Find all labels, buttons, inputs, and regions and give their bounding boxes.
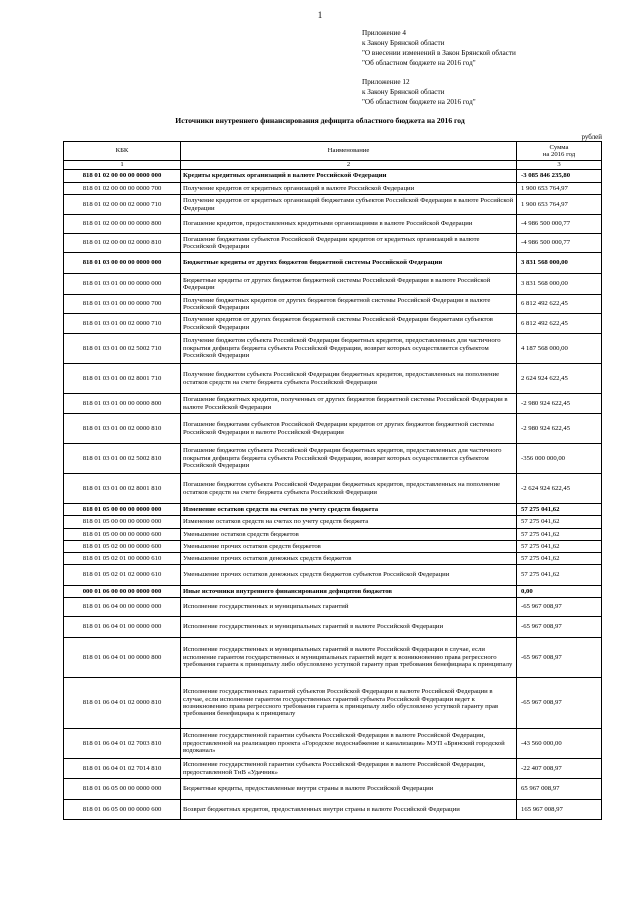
table-row bbox=[64, 586, 602, 598]
amount-cell: 6 812 492 622,45 bbox=[517, 295, 602, 314]
header-num: 3 bbox=[517, 161, 602, 170]
name-cell: Погашение бюджетных кредитов, полученных от других бюджетов бюджетной системы Российской Федерации в валюте Российской Федерации bbox=[181, 394, 517, 414]
appendix-line: Приложение 4 bbox=[362, 29, 406, 37]
kbk-cell: 818 01 06 04 01 02 7003 810 bbox=[64, 729, 181, 759]
kbk-cell: 818 01 03 01 00 02 5002 710 bbox=[64, 334, 181, 364]
table-row bbox=[64, 314, 602, 334]
name-cell: Исполнение государственной гарантии субъекта Российской Федерации в валюте Российской Федерации, предоставленной ТнВ «Удачник» bbox=[181, 759, 517, 779]
name-cell: Получение бюджетом субъекта Российской Федерации бюджетных кредитов, предоставленных на пополнение остатков средств на счете бюджета субъекта Российской Федерации bbox=[181, 364, 517, 394]
kbk-cell: 818 01 06 05 00 00 0000 600 bbox=[64, 800, 181, 820]
kbk-cell: 818 01 05 02 01 00 0000 610 bbox=[64, 553, 181, 565]
amount-cell: 2 624 924 622,45 bbox=[517, 364, 602, 394]
table-row bbox=[64, 195, 602, 215]
amount-cell: 57 275 041,62 bbox=[517, 541, 602, 553]
table-row bbox=[64, 394, 602, 414]
amount-cell: 0,00 bbox=[517, 586, 602, 598]
name-cell: Исполнение государственных гарантий субъектов Российской Федерации в валюте Российской Федерации в случае, если исполнение гарантом государственных гарантий субъекта Российской Федерации ведет к возникновению права регрессного требования гаранта к принципалу либо обусловлено уступкой гаранту прав требования бенефициара к принципалу bbox=[181, 678, 517, 729]
amount-cell: -4 986 500 000,77 bbox=[517, 215, 602, 234]
amount-cell: -2 624 924 622,45 bbox=[517, 474, 602, 504]
table-row bbox=[64, 729, 602, 759]
appendix-line: к Закону Брянской области bbox=[362, 88, 445, 96]
name-cell: Уменьшение остатков средств бюджетов bbox=[181, 529, 517, 541]
amount-cell: 3 831 568 000,00 bbox=[517, 253, 602, 274]
table-row bbox=[64, 800, 602, 820]
kbk-cell: 818 01 05 02 01 02 0000 610 bbox=[64, 565, 181, 586]
amount-cell: 57 275 041,62 bbox=[517, 516, 602, 529]
header-name: Наименование bbox=[181, 142, 517, 161]
header-sum-line: на 2016 год bbox=[542, 151, 576, 158]
kbk-cell: 818 01 03 01 00 00 0000 700 bbox=[64, 295, 181, 314]
table-row bbox=[64, 364, 602, 394]
financing-sources-table bbox=[63, 141, 602, 820]
name-cell: Погашение бюджетом субъекта Российской Федерации бюджетных кредитов, предоставленных на пополнение остатков средств на счете бюджета субъекта Российской Федерации bbox=[181, 474, 517, 504]
name-cell: Исполнение государственных и муниципальных гарантий в валюте Российской Федерации в случае, если исполнение гарантом государственных и муниципальных гарантий ведет к возникновению права регрессного требования гаранта к принципалу либо обусловлено уступкой гаранту прав требования бенефициара к принципалу bbox=[181, 638, 517, 678]
name-cell: Бюджетные кредиты от других бюджетов бюджетной системы Российской Федерации в валюте Российской Федерации bbox=[181, 274, 517, 295]
amount-cell: 1 900 653 764,97 bbox=[517, 183, 602, 195]
kbk-cell: 818 01 03 01 00 00 0000 000 bbox=[64, 274, 181, 295]
table-row bbox=[64, 183, 602, 195]
appendix-line: Приложение 12 bbox=[362, 78, 410, 86]
name-cell: Кредиты кредитных организаций в валюте Российской Федерации bbox=[181, 170, 517, 183]
name-cell: Получение бюджетных кредитов от других бюджетов бюджетной системы Российской Федерации в валюте Российской Федерации bbox=[181, 295, 517, 314]
amount-cell: -65 967 008,97 bbox=[517, 617, 602, 638]
amount-cell: -3 085 846 235,80 bbox=[517, 170, 602, 183]
appendix-block-2 bbox=[362, 77, 476, 107]
table-row bbox=[64, 444, 602, 474]
header-sum bbox=[517, 142, 602, 161]
amount-cell: -2 980 924 622,45 bbox=[517, 394, 602, 414]
document-title: Источники внутреннего финансирования дефицита областного бюджета на 2016 год bbox=[175, 116, 465, 125]
name-cell: Получение кредитов от других бюджетов бюджетной системы Российской Федерации бюджетами субъектов Российской Федерации bbox=[181, 314, 517, 334]
header-kbk: КБК bbox=[64, 142, 181, 161]
name-cell: Изменение остатков средств на счетах по учету средств бюджета bbox=[181, 516, 517, 529]
amount-cell: -2 980 924 622,45 bbox=[517, 414, 602, 444]
kbk-cell: 818 01 03 01 00 00 0000 800 bbox=[64, 394, 181, 414]
amount-cell: 165 967 008,97 bbox=[517, 800, 602, 820]
amount-cell: -65 967 008,97 bbox=[517, 678, 602, 729]
amount-cell: 3 831 568 000,00 bbox=[517, 274, 602, 295]
name-cell: Получение кредитов от кредитных организаций бюджетами субъектов Российской Федерации в валюте Российской Федерации bbox=[181, 195, 517, 215]
appendix-line: "Об областном бюджете на 2016 год" bbox=[362, 98, 476, 106]
amount-cell: 57 275 041,62 bbox=[517, 553, 602, 565]
name-cell: Погашение бюджетами субъектов Российской Федерации кредитов от других бюджетов бюджетной системы Российской Федерации в валюте Российской Федерации bbox=[181, 414, 517, 444]
table-row bbox=[64, 541, 602, 553]
kbk-cell: 818 01 03 00 00 00 0000 000 bbox=[64, 253, 181, 274]
name-cell: Возврат бюджетных кредитов, предоставленных внутри страны в валюте Российской Федерации bbox=[181, 800, 517, 820]
kbk-cell: 818 01 02 00 00 00 0000 800 bbox=[64, 215, 181, 234]
kbk-cell: 818 01 06 04 01 00 0000 800 bbox=[64, 638, 181, 678]
table-row bbox=[64, 474, 602, 504]
amount-cell: 4 187 568 000,00 bbox=[517, 334, 602, 364]
table-row bbox=[64, 638, 602, 678]
amount-cell: -65 967 008,97 bbox=[517, 598, 602, 617]
amount-cell: 57 275 041,62 bbox=[517, 565, 602, 586]
name-cell: Уменьшение прочих остатков денежных средств бюджетов bbox=[181, 553, 517, 565]
table-row bbox=[64, 504, 602, 516]
table-row bbox=[64, 617, 602, 638]
table-body bbox=[64, 170, 602, 820]
header-sum-line: Сумма bbox=[549, 143, 569, 151]
amount-cell: -356 000 000,00 bbox=[517, 444, 602, 474]
table-row bbox=[64, 414, 602, 444]
kbk-cell: 818 01 03 01 00 02 5002 810 bbox=[64, 444, 181, 474]
kbk-cell: 818 01 06 04 01 02 0000 810 bbox=[64, 678, 181, 729]
table-row bbox=[64, 678, 602, 729]
header-num: 2 bbox=[181, 161, 517, 170]
kbk-cell: 818 01 03 01 00 02 8001 710 bbox=[64, 364, 181, 394]
table-row bbox=[64, 759, 602, 779]
kbk-cell: 818 01 05 00 00 00 0000 000 bbox=[64, 504, 181, 516]
table-row bbox=[64, 516, 602, 529]
kbk-cell: 818 01 05 00 00 00 0000 600 bbox=[64, 529, 181, 541]
name-cell: Изменение остатков средств на счетах по учету средств бюджета bbox=[181, 504, 517, 516]
name-cell: Бюджетные кредиты, предоставленные внутри страны в валюте Российской Федерации bbox=[181, 779, 517, 800]
table-row bbox=[64, 598, 602, 617]
name-cell: Погашение бюджетами субъектов Российской Федерации кредитов от кредитных организаций в валюте Российской Федерации bbox=[181, 234, 517, 253]
amount-cell: 65 967 008,97 bbox=[517, 779, 602, 800]
name-cell: Погашение бюджетом субъекта Российской Федерации бюджетных кредитов, предоставленных для частичного покрытия дефицита бюджета субъекта Российской Федерации, возврат которых осуществляется субъектом Российской Федерации bbox=[181, 444, 517, 474]
amount-cell: -43 560 000,00 bbox=[517, 729, 602, 759]
appendix-line: "Об областном бюджете на 2016 год" bbox=[362, 59, 476, 67]
table-row bbox=[64, 215, 602, 234]
table-row bbox=[64, 170, 602, 183]
kbk-cell: 818 01 06 05 00 00 0000 000 bbox=[64, 779, 181, 800]
amount-cell: 1 900 653 764,97 bbox=[517, 195, 602, 215]
appendix-line: к Закону Брянской области bbox=[362, 39, 445, 47]
kbk-cell: 818 01 06 04 01 00 0000 000 bbox=[64, 617, 181, 638]
name-cell: Исполнение государственной гарантии субъекта Российской Федерации в валюте Российской Федерации, предоставленной на реализацию проекта «Городское водоснабжение и канализация» МУП «Брянский городской водоканал» bbox=[181, 729, 517, 759]
table-row bbox=[64, 529, 602, 541]
kbk-cell: 818 01 06 04 00 00 0000 000 bbox=[64, 598, 181, 617]
appendix-block bbox=[362, 28, 516, 68]
appendix-line: "О внесении изменений в Закон Брянской области bbox=[362, 49, 516, 57]
name-cell: Получение кредитов от кредитных организаций в валюте Российской Федерации bbox=[181, 183, 517, 195]
name-cell: Исполнение государственных и муниципальных гарантий bbox=[181, 598, 517, 617]
table-row bbox=[64, 565, 602, 586]
amount-cell: 6 812 492 622,45 bbox=[517, 314, 602, 334]
kbk-cell: 818 01 03 01 00 02 0000 710 bbox=[64, 314, 181, 334]
name-cell: Уменьшение прочих остатков средств бюджетов bbox=[181, 541, 517, 553]
header-num: 1 bbox=[64, 161, 181, 170]
name-cell: Исполнение государственных и муниципальных гарантий в валюте Российской Федерации bbox=[181, 617, 517, 638]
amount-cell: 57 275 041,62 bbox=[517, 504, 602, 516]
table-row bbox=[64, 553, 602, 565]
amount-cell: -4 986 500 000,77 bbox=[517, 234, 602, 253]
table-row bbox=[64, 234, 602, 253]
amount-cell: -65 967 008,97 bbox=[517, 638, 602, 678]
kbk-cell: 818 01 05 02 00 00 0000 600 bbox=[64, 541, 181, 553]
page-number: 1 bbox=[317, 10, 323, 20]
kbk-cell: 818 01 03 01 00 02 8001 810 bbox=[64, 474, 181, 504]
table-row bbox=[64, 295, 602, 314]
table-row bbox=[64, 779, 602, 800]
kbk-cell: 818 01 03 01 00 02 0000 810 bbox=[64, 414, 181, 444]
kbk-cell: 818 01 05 00 00 00 0000 000 bbox=[64, 516, 181, 529]
kbk-cell: 818 01 06 04 01 02 7014 810 bbox=[64, 759, 181, 779]
name-cell: Погашение кредитов, предоставленных кредитными организациями в валюте Российской Федерации bbox=[181, 215, 517, 234]
name-cell: Уменьшение прочих остатков денежных средств бюджетов субъектов Российской Федерации bbox=[181, 565, 517, 586]
kbk-cell: 818 01 02 00 00 00 0000 700 bbox=[64, 183, 181, 195]
table-row bbox=[64, 334, 602, 364]
amount-cell: -22 407 008,97 bbox=[517, 759, 602, 779]
name-cell: Иные источники внутреннего финансирования дефицитов бюджетов bbox=[181, 586, 517, 598]
table-row bbox=[64, 253, 602, 274]
kbk-cell: 818 01 02 00 00 00 0000 000 bbox=[64, 170, 181, 183]
name-cell: Получение бюджетом субъекта Российской Федерации бюджетных кредитов, предоставленных для частичного покрытия дефицита бюджета субъекта Российской Федерации, возврат которых осуществляется субъектом Российской Федерации bbox=[181, 334, 517, 364]
kbk-cell: 000 01 06 00 00 00 0000 000 bbox=[64, 586, 181, 598]
table-row bbox=[64, 274, 602, 295]
kbk-cell: 818 01 02 00 00 02 0000 810 bbox=[64, 234, 181, 253]
unit-label: рублей bbox=[581, 133, 602, 141]
amount-cell: 57 275 041,62 bbox=[517, 529, 602, 541]
name-cell: Бюджетные кредиты от других бюджетов бюджетной системы Российской Федерации bbox=[181, 253, 517, 274]
kbk-cell: 818 01 02 00 00 02 0000 710 bbox=[64, 195, 181, 215]
